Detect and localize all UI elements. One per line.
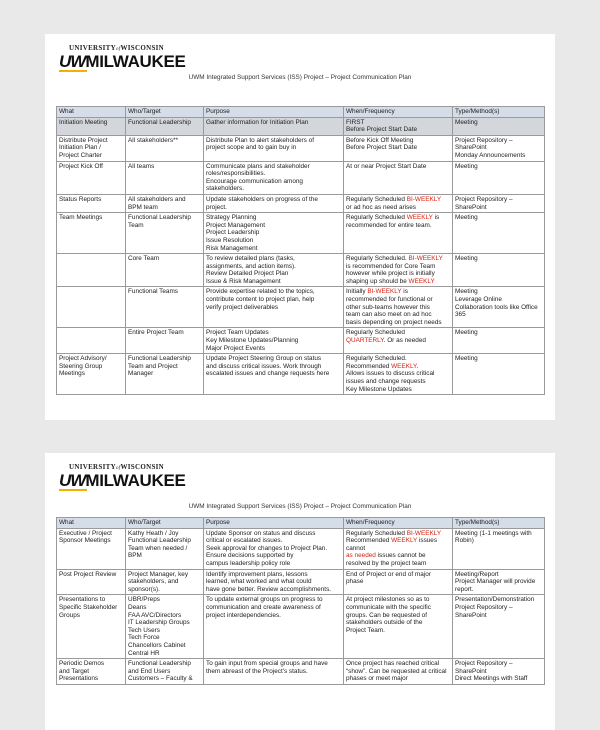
- cell-line: Allows issues to discuss critical: [346, 370, 435, 378]
- cell-who: [126, 287, 204, 328]
- document-page-1: [45, 34, 555, 420]
- cell-what: [57, 528, 126, 569]
- cell-line: Team when needed /: [128, 544, 188, 552]
- cell-purpose: [204, 528, 344, 569]
- cell-line: Robin): [455, 537, 474, 545]
- column-header: What: [57, 518, 126, 529]
- cell-line: Team and Project: [128, 362, 178, 370]
- cell-line: Manager: [128, 370, 154, 378]
- cell-line: Identify improvement plans, lessons: [206, 570, 308, 578]
- communication-plan-table: [56, 106, 545, 395]
- cell-line: Before Kick Off Meeting: [346, 136, 414, 144]
- cell-line: Ensure decisions supported by: [206, 552, 294, 560]
- cell-line: basis depending on project needs: [346, 318, 442, 326]
- cell-line: or ad hoc as need arises: [346, 203, 416, 211]
- cell-line: Once project has reached critical: [346, 660, 440, 668]
- cell-who: [126, 354, 204, 395]
- cell-line: Functional Leadership: [128, 118, 191, 126]
- cell-line: Functional Teams: [128, 288, 178, 296]
- cell-type: [453, 595, 545, 659]
- cell-when: [344, 213, 453, 254]
- cell-what: [57, 328, 126, 354]
- frequency-highlight: as needed: [346, 552, 376, 560]
- cell-line: Meeting: [455, 355, 478, 363]
- cell-line: Strategy Planning: [206, 214, 257, 222]
- cell-line: campus leadership policy role: [206, 559, 291, 567]
- cell-line: is recommended for Core Team: [346, 262, 436, 270]
- cell-line: Risk Management: [206, 244, 258, 252]
- cell-line: Issue Resolution: [206, 236, 254, 244]
- cell-line: Update Sponsor on status and discuss: [206, 529, 316, 537]
- cell-line: At or near Project Start Date: [346, 162, 427, 170]
- cell-line: Project Repository –: [455, 603, 513, 611]
- cell-what: [57, 213, 126, 254]
- cell-line: groups. Can be requested of: [346, 611, 428, 619]
- table-row: [57, 595, 545, 659]
- cell-line: recommended for functional or: [346, 296, 433, 304]
- cell-line: phase: [346, 578, 364, 586]
- cell-line: Core Team: [128, 255, 160, 263]
- cell-line: project interdependencies.: [206, 611, 281, 619]
- column-header: Type/Method(s): [453, 518, 545, 529]
- cell-line: Presentations: [59, 675, 99, 683]
- cell-purpose: [204, 213, 344, 254]
- cell-who: [126, 135, 204, 161]
- cell-line: have gone better. Review accomplishments.: [206, 585, 332, 593]
- cell-line: Post Project Review: [59, 570, 117, 578]
- cell-line: Monday Announcements: [455, 151, 526, 159]
- table-row: [57, 354, 545, 395]
- page-title: UWM Integrated Support Services (ISS) Project – Project Communication Plan: [188, 503, 412, 510]
- cell-line: and End Users: [128, 667, 171, 675]
- cell-who: [126, 528, 204, 569]
- cell-line: Issue & Risk Management: [206, 277, 281, 285]
- cell-line: Entire Project Team: [128, 329, 184, 337]
- cell-who: [126, 161, 204, 194]
- frequency-highlight: WEEKLY: [406, 214, 433, 222]
- cell-line: QUARTERLY. Or as needed: [346, 337, 426, 345]
- cell-what: [57, 135, 126, 161]
- cell-line: Project Charter: [59, 151, 102, 159]
- cell-line: and discuss critical issues. Work through: [206, 362, 322, 370]
- cell-line: At project milestones so as to: [346, 596, 430, 604]
- cell-line: SharePoint: [455, 144, 487, 152]
- frequency-highlight: WEEKLY: [408, 277, 435, 285]
- cell-line: assignments, and action items).: [206, 262, 296, 270]
- cell-purpose: [204, 595, 344, 659]
- cell-line: [59, 255, 123, 263]
- cell-purpose: [204, 161, 344, 194]
- cell-line: To update external groups on progress to: [206, 596, 323, 604]
- cell-what: [57, 194, 126, 212]
- cell-line: Direct Meetings with Staff: [455, 675, 528, 683]
- cell-line: SharePoint: [455, 203, 487, 211]
- table-row: [57, 194, 545, 212]
- cell-line: Meeting: [455, 214, 478, 222]
- cell-line: UBR/Preps: [128, 596, 160, 604]
- cell-line: Meeting: [455, 329, 478, 337]
- cell-line: Project Leadership: [206, 229, 260, 237]
- cell-purpose: [204, 354, 344, 395]
- cell-what: [57, 117, 126, 135]
- cell-line: Meeting: [455, 118, 478, 126]
- cell-line: Key Milestone Updates/Planning: [206, 337, 299, 345]
- cell-line: Project Repository –: [455, 660, 513, 668]
- cell-type: [453, 659, 545, 685]
- cell-when: [344, 354, 453, 395]
- cell-line: Project Team.: [346, 626, 385, 634]
- cell-line: contribute content to project plan, help: [206, 296, 315, 304]
- cell-who: [126, 569, 204, 595]
- cell-line: Update stakeholders on progress of the: [206, 195, 318, 203]
- cell-line: Groups: [59, 611, 80, 619]
- cell-line: Regularly Scheduled: [346, 329, 405, 337]
- cell-line: communication and create awareness of: [206, 603, 321, 611]
- cell-line: Update Project Steering Group on status: [206, 355, 322, 363]
- cell-line: shaping up should be WEEKLY: [346, 277, 435, 285]
- cell-line: To gain input from special groups and have: [206, 660, 328, 668]
- cell-what: [57, 659, 126, 685]
- cell-type: [453, 117, 545, 135]
- cell-who: [126, 213, 204, 254]
- cell-line: Periodic Demos: [59, 660, 105, 668]
- cell-line: Communicate plans and stakeholder: [206, 162, 310, 170]
- cell-purpose: [204, 287, 344, 328]
- cell-type: [453, 287, 545, 328]
- cell-what: [57, 569, 126, 595]
- cell-line: Deans: [128, 603, 147, 611]
- cell-line: [59, 288, 123, 296]
- table-row: [57, 213, 545, 254]
- cell-line: Sponsor Meetings: [59, 537, 111, 545]
- cell-line: communicate with the specific: [346, 603, 431, 611]
- cell-line: Chancellors Cabinet: [128, 641, 186, 649]
- cell-line: Meeting: [455, 162, 478, 170]
- cell-line: SharePoint: [455, 611, 487, 619]
- cell-line: Distribute Project Initiation Plan /: [59, 136, 108, 152]
- cell-line: Meeting/Report: [455, 570, 499, 578]
- cell-line: recommended for entire team.: [346, 221, 432, 229]
- cell-line: sponsor(s).: [128, 585, 160, 593]
- cell-purpose: [204, 328, 344, 354]
- frequency-highlight: WEEKLY: [391, 537, 418, 545]
- column-header: Who/Target: [126, 518, 204, 529]
- cell-line: project.: [206, 203, 227, 211]
- cell-line: Regularly Scheduled BI-WEEKLY: [346, 529, 442, 537]
- cell-line: stakeholders outside of the: [346, 619, 423, 627]
- cell-purpose: [204, 117, 344, 135]
- table-row: [57, 161, 545, 194]
- cell-line: Specific Stakeholder: [59, 603, 118, 611]
- cell-line: Regularly Scheduled. BI-WEEKLY: [346, 255, 443, 263]
- cell-line: Meeting (1-1 meetings with: [455, 529, 532, 537]
- cell-line: Project Kick Off: [59, 162, 103, 170]
- page-title: UWM Integrated Support Services (ISS) Project – Project Communication Plan: [188, 74, 412, 81]
- cell-when: [344, 287, 453, 328]
- table-row: [57, 135, 545, 161]
- cell-line: roles/responsibilities.: [206, 170, 266, 178]
- cell-type: [453, 254, 545, 287]
- table-row: [57, 528, 545, 569]
- cell-line: Functional Leadership: [128, 214, 191, 222]
- cell-line: Major Project Events: [206, 344, 265, 352]
- cell-who: [126, 328, 204, 354]
- cell-line: Before Project Start Date: [346, 126, 418, 134]
- cell-line: Leverage Online: [455, 296, 502, 304]
- cell-line: verify project deliverables: [206, 303, 279, 311]
- cell-line: Team Meetings: [59, 214, 103, 222]
- cell-line: IT Leadership Groups: [128, 619, 190, 627]
- frequency-highlight: BI-WEEKLY: [406, 529, 442, 537]
- uwm-logo: UNIVERSITYofWISCONSIN UWMILWAUKEE: [59, 44, 186, 71]
- column-header: Purpose: [204, 518, 344, 529]
- cell-line: and Target: [59, 667, 90, 675]
- cell-purpose: [204, 569, 344, 595]
- cell-line: Regularly Scheduled WEEKLY is: [346, 214, 440, 222]
- cell-line: however while project is initially: [346, 270, 435, 278]
- cell-line: Recommended WEEKLY.: [346, 362, 419, 370]
- cell-line: Tech Force: [128, 634, 160, 642]
- cell-line: Review Detailed Project Plan: [206, 270, 289, 278]
- column-header: Who/Target: [126, 107, 204, 118]
- column-header: Type/Method(s): [453, 107, 545, 118]
- cell-line: project scope and to gain buy in: [206, 144, 297, 152]
- cell-line: Project Management: [206, 221, 265, 229]
- cell-line: Presentation/Demonstration: [455, 596, 535, 604]
- cell-line: Project Manager will provide: [455, 578, 536, 586]
- cell-what: [57, 595, 126, 659]
- cell-line: Functional Leadership: [128, 355, 191, 363]
- cell-type: [453, 194, 545, 212]
- cell-line: Functional Leadership: [128, 660, 191, 668]
- cell-line: Seek approval for changes to Project Plan.: [206, 544, 328, 552]
- cell-when: [344, 595, 453, 659]
- cell-line: Meeting: [455, 288, 478, 296]
- cell-line: End of Project or end of major: [346, 570, 431, 578]
- cell-line: team can also meet on ad hoc: [346, 311, 432, 319]
- cell-line: FIRST: [346, 118, 365, 126]
- cell-line: 365: [455, 311, 466, 319]
- cell-line: All stakeholders and: [128, 195, 186, 203]
- cell-line: Initially BI-WEEKLY is: [346, 288, 408, 296]
- cell-line: All teams: [128, 162, 155, 170]
- cell-when: [344, 161, 453, 194]
- frequency-highlight: BI-WEEKLY: [408, 255, 443, 263]
- cell-line: phases or meet major: [346, 675, 408, 683]
- cell-type: [453, 328, 545, 354]
- table-row: [57, 569, 545, 595]
- cell-line: report.: [455, 585, 474, 593]
- cell-line: resolved by the project team: [346, 559, 427, 567]
- cell-line: “show”. Can be requested at critical: [346, 667, 447, 675]
- cell-line: FAA AVC/Directors: [128, 611, 182, 619]
- cell-line: [59, 329, 123, 337]
- cell-line: stakeholders.: [206, 185, 245, 193]
- uwm-logo: UNIVERSITYofWISCONSIN UWMILWAUKEE: [59, 463, 186, 490]
- cell-line: Initiation Meeting: [59, 118, 108, 126]
- cell-who: [126, 595, 204, 659]
- cell-line: Distribute Plan to alert stakeholders of: [206, 136, 314, 144]
- cell-when: [344, 659, 453, 685]
- cell-who: [126, 659, 204, 685]
- cell-line: learned, what worked and what could: [206, 578, 312, 586]
- cell-line: stakeholders, and: [128, 578, 179, 586]
- column-header: What: [57, 107, 126, 118]
- cell-line: Project Repository –: [455, 136, 513, 144]
- cell-when: [344, 569, 453, 595]
- cell-line: them abreast of the Project's status.: [206, 667, 308, 675]
- cell-line: Status Reports: [59, 195, 102, 203]
- cell-line: Team: [128, 221, 144, 229]
- cell-line: Executive / Project: [59, 529, 112, 537]
- cell-when: [344, 135, 453, 161]
- frequency-highlight: WEEKLY: [391, 362, 417, 370]
- cell-purpose: [204, 135, 344, 161]
- cell-line: issues and change requests: [346, 378, 426, 385]
- table-row: [57, 254, 545, 287]
- column-header: Purpose: [204, 107, 344, 118]
- cell-what: [57, 287, 126, 328]
- cell-when: [344, 194, 453, 212]
- cell-when: [344, 254, 453, 287]
- cell-line: Key Milestone Updates: [346, 385, 412, 393]
- cell-line: critical or escalated issues.: [206, 537, 283, 545]
- cell-line: Project Team Updates: [206, 329, 269, 337]
- cell-who: [126, 254, 204, 287]
- table-row: [57, 659, 545, 685]
- cell-line: Steering Group: [59, 362, 103, 370]
- cell-line: BPM team: [128, 203, 158, 211]
- cell-line: Functional Leadership: [128, 537, 191, 545]
- cell-who: [126, 117, 204, 135]
- cell-line: Project Advisory/: [59, 355, 107, 363]
- cell-when: [344, 328, 453, 354]
- cell-line: escalated issues and change requests here: [206, 370, 330, 378]
- cell-type: [453, 213, 545, 254]
- document-page-2: [45, 453, 555, 730]
- cell-line: Central HR: [128, 649, 160, 657]
- cell-who: [126, 194, 204, 212]
- cell-when: [344, 117, 453, 135]
- cell-line: Customers – Faculty &: [128, 675, 193, 683]
- communication-plan-table: [56, 517, 545, 685]
- cell-purpose: [204, 194, 344, 212]
- cell-line: Gather information for Initiation Plan: [206, 118, 309, 126]
- table-row: [57, 328, 545, 354]
- cell-line: BPM: [128, 552, 142, 560]
- cell-line: Provide expertise related to the topics,: [206, 288, 315, 296]
- cell-line: Collaboration tools like Office: [455, 303, 538, 311]
- cell-line: other sub-teams however this: [346, 303, 430, 311]
- cell-line: Meetings: [59, 370, 85, 378]
- cell-line: Regularly Scheduled.: [346, 355, 407, 363]
- cell-what: [57, 161, 126, 194]
- cell-type: [453, 135, 545, 161]
- cell-line: SharePoint: [455, 667, 487, 675]
- cell-line: Project Repository –: [455, 195, 513, 203]
- cell-type: [453, 161, 545, 194]
- cell-what: [57, 354, 126, 395]
- frequency-highlight: BI-WEEKLY: [367, 288, 402, 296]
- column-header: When/Frequency: [344, 107, 453, 118]
- cell-what: [57, 254, 126, 287]
- cell-line: All stakeholders**: [128, 136, 179, 144]
- cell-type: [453, 528, 545, 569]
- cell-line: Kathy Heath / Joy: [128, 529, 179, 537]
- cell-line: Tech Users: [128, 626, 160, 634]
- cell-type: [453, 569, 545, 595]
- cell-line: Presentations to: [59, 596, 106, 604]
- cell-line: Regularly Scheduled BI-WEEKLY: [346, 195, 442, 203]
- cell-line: Recommended WEEKLY issues cannot: [346, 537, 438, 552]
- cell-line: Encourage communication among: [206, 177, 303, 185]
- column-header: When/Frequency: [344, 518, 453, 529]
- cell-purpose: [204, 254, 344, 287]
- table-row: [57, 117, 545, 135]
- cell-line: Before Project Start Date: [346, 144, 418, 152]
- cell-line: as needed issues cannot be: [346, 552, 426, 560]
- cell-purpose: [204, 659, 344, 685]
- cell-type: [453, 354, 545, 395]
- frequency-highlight: QUARTERLY: [346, 337, 384, 345]
- frequency-highlight: BI-WEEKLY: [406, 195, 442, 203]
- cell-line: Meeting: [455, 255, 478, 263]
- cell-when: [344, 528, 453, 569]
- table-row: [57, 287, 545, 328]
- cell-line: Project Manager, key: [128, 570, 189, 578]
- cell-line: To review detailed plans (tasks,: [206, 255, 295, 263]
